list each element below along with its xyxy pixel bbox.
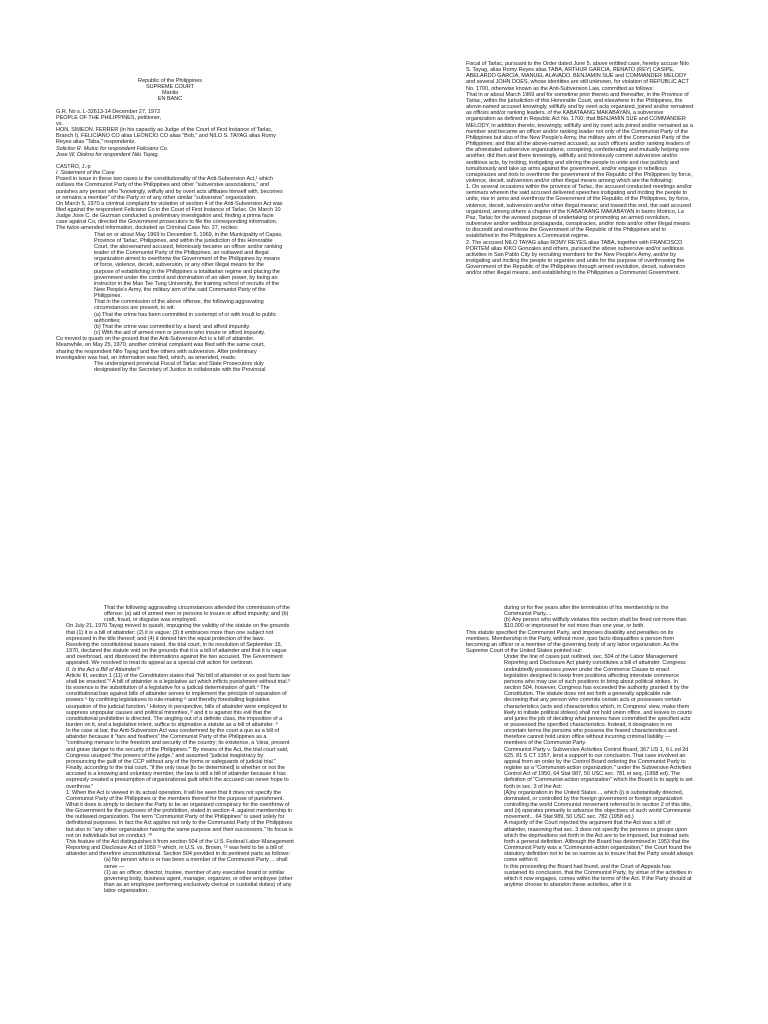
- header-line: SUPREME COURT: [146, 84, 194, 91]
- paragraph: On July 21, 1970 Tayag moved to quash, impugning the validity of the statute on the grounds that (1) it is a bill of attainder; (2) it is vague; (3) it embraces more than one subject not expressed in the title thereof; and (4) it denied him the equal protection of the laws.: [66, 623, 290, 642]
- page1-right-column: [466, 61, 694, 276]
- paragraph: This feature of the Act distinguishes it from section 504 of the U.S. Federal Labor-Management Reporting and Disclosure Act of 1959 ¹¹ which, in U.S. vs. Brown, ¹² was held to be a bill of attainder and therefore unconstitutional. Section 504 provided in its pertinent parts as follows:: [66, 838, 294, 858]
- paragraph: A majority of the Court rejected the argument that the Act was a bill of attainder, reasoning that sec. 3 does not specify the persons or groups upon which the deprivations set forth in the Act are to be imposed, but instead sets forth a general definition. Although the Board has determined in 1953 that the Communist Party was a "Communist-action organization," the Court found the statutory definition not to be so narrow as to insure that the Party would always come within it:: [504, 820, 694, 864]
- paragraph: That the following aggravating circumstances attended the commission of the offense: (a) aid of armed men or persons to insure or afford impunity; and (b) craft, fraud, or disguise was employed.: [104, 605, 290, 624]
- paragraph: Under the line of cases just outlined, sec. 504 of the Labor Management Reporting and Disclosure Act plainly constitutes a bill of attainder. Congress undoubtedly possesses power under the Commerce Clause to enact legislation designed to keep from positions affecting interstate commerce persons who may use of such positions to bring about political strikes. In section 504, however, Congress has exceeded the authority granted it by the Constitution. The statute does not set forth a generally applicable rule decreeing that any person who commits certain acts or possesses certain characteristics (acts and characteristics which, in Congress' view, make them likely to initiate political strikes) shall not hold union office, and leaves to courts and juries the job of deciding what persons have committed the specified acts or possessed the specified characteristics. Instead, it designates in no uncertain terms the persons who possess the feared characteristics and therefore cannot hold union office without incurring criminal liability — members of the Communist Party.: [504, 654, 692, 747]
- header-line: EN BANC: [157, 96, 183, 103]
- paragraph: 1. On several occasions within the province of Tarlac, the accused conducted meetings and/or seminars wherein the said accused delivered speeches instigating and inciting the people to unite, rise in arms and overthrow the Government of the Republic of the Philippines, by force, violence, deceit, subversion and/or other illegal means; and toward this end, the said accused organized, among others a chapter of the KABATAANG MAKABAYAN in barrio Motrico, La Paz, Tarlac for the avowed purpose of undertaking or promoting an armed revolution, subversive and/or seditious propaganda, conspiracies, and/or riots and/or other illegal means to discredit and overthrow the Government of the Republic of the Philippines and to established in the Philippines a Communist regime.: [466, 184, 692, 240]
- header-line: Republic of the Philippines: [137, 78, 203, 84]
- paragraph: I. Statement of the Case: [56, 170, 115, 177]
- paragraph: In this proceeding the Board had found, and the Court of Appeals has sustained its conclusion, that the Communist Party, by virtue of the activities in which it now engages, comes within the terms of the Act. If the Party should at anytime choose to abandon these activities, after it is: [504, 863, 692, 889]
- court-header: [56, 78, 284, 103]
- case-number: G.R. No s. L-32613-14 December 27, 1972: [56, 108, 161, 115]
- paragraph: 2. The accused NILO TAYAG alias ROMY REYES alias TABA, together with FRANCISCO PORTEM alias KIKO Gonzales and others, pursued the above subversive and/or seditious activities in San Pablo City by recruiting members for the New People's Army, and/or by instigating and inciting the people to organize and unite for the purpose of overthrowing the Government of the Republic of the Philippines through armed revolution, deceit, subversion and/or other illegal means, and establishing in the Philippines a Communist Government.: [466, 239, 686, 277]
- paragraph: This statute specified the Communist Party, and imposes disability and penalties on its members. Membership in the Party, without more, ipso facto disqualifies a person from becoming an officer or a member of the governing body of any labor organization. As the Supreme Court of the United States pointed out:: [466, 629, 679, 655]
- paragraph: In the case at bar, the Anti-Subversion Act was condemned by the court a quo as a bill of attainder because it "tars and feathers" the Communist Party of the Philippines as a "continuing menace to the freedom and security of the country; its existence, a 'clear, present and grave danger to the security of the Philippines.'" By means of the Act, the trial court said, Congress usurped "the powers of the judge," and assumed "judicial magistracy by pronouncing the guilt of the CCP without any of the forms or safeguards of judicial trial." Finally, according to the trial court, "if the only issue [to be determined] is whether or not the accused is a knowing and voluntary member, the law is still a bill of attainder because it has expressly created a presumption of organizational guilt which the accused can never hope to overthrow.": [66, 728, 290, 790]
- paragraph: That on or about May 1969 to December 5, 1969, in the Municipality of Capas, Province of Tarlac, Philippines, and within the jurisdiction of this Honorable Court, the abovenamed accused, feloniously became an officer and/or ranking leader of the Communist Party of the Philippines, an outlawed and illegal organization aimed to overthrow the Government of the Philippines by means of force, violence, deceit, subversion, or any other illegal means for the purpose of establishing in the Philippines a totalitarian regime and placing the government under the control and domination of an alien power, by being an instructor in the Mao Tse Tung University, the training school of recruits of the New People's Army, the military arm of the said Communist Party of the Philippines.: [94, 231, 283, 300]
- paragraph: Posed in issue in these two cases is the constitutionality of the Anti-Subversion Act,¹ which outlaws the Communist Party of the Philippines and other "subversive associations," and punishes any person who "knowingly, wilfully and by overt acts affiliates himself with, becomes or remains a member" of the Party or of any other similar "subversive" organization.: [56, 176, 283, 201]
- paragraph: That in the commission of the above offense, the following aggravating circumstances are present, to wit:: [94, 299, 264, 312]
- page1-left-column: [56, 78, 284, 373]
- paragraph: Fiscal of Tarlac, pursuant to the Order dated June 5, above entitled case, hereby accuse Nilo S. Tayag, alias Romy Reyes alias TABA, ARTHUR GARCIA, RENATO (REY) CASIPE, ABELARDO GARCIA, MANUEL ALAVADO, BENJAMIN SUE and COMMANDER MELODY and several JOHN DOES, whose identities are still unknown, for violation of REPUBLIC ACT No. 1700, otherwise known as the Anti-Subversion Law, committed as follows:: [466, 61, 689, 92]
- paragraph: That in or about March 1969 and for sometime prior thereto and thereafter, in the Province of Tarlac, within the jurisdiction of this Honorable Court, and elsewhere in the Philippines, the above-named accused knowingly, willfully and by overt acts organized, joined and/or remained as offices and/or ranking leaders, of the KABATAANG MAKABAYAN, a subversive organization as defined in Republic Act No. 1700; that BENJAMIN SUE and COMMANDER MELODY, in addition thereto, knowingly, willfully and by overt acts joined and/or remained as a member and became an officer and/or ranking leader not only of the Communist Party of the Philippines but also of the New People's Army, the military arm of the Communist Party of the Philippines; and that all the above-named accused, as such officers and/or ranking leaders of the aforestated subversive organizations, conspiring, confederating and mutually helping one another, did then and there knowingly, willfully and feloniously commit subversive and/or seditious acts, by inciting, instigating and stirring the people to unite and rise publicly and tumultuously and take up arms against the government, and/or engage in rebellious conspiracies and riots to overthrow the government of the Republic of the Philippines by force, violence, deceit, subversion and/or other illegal means among which are the following:: [466, 91, 694, 184]
- paragraph: Communist Party v. Subversive Activities Control Board, 367 US 1, 6 L ed 2d 625, 81 S CT 1357, lend a support to our conclusion. That case involved an appeal from an order by the Control Board ordering the Communist Party to register as a "Communist-action organization," under the Subversive Activities Control Act of 1950, 64 Stat 987, 50 USC sec. 781 et seq. (1958 ed). The definition of "Communist-action organization" which the Board is to apply is set forth in sec. 3 of the Act:: [504, 746, 693, 790]
- paragraph: The undersigned provincial Fiscal of Tarlac and State Prosecutors duly designated by the Secretary of Justice to collaborate with the Provincial: [94, 360, 266, 374]
- paragraph: [A]ny organization in the United States ... which (i) is substantially directed, dominated, or controlled by the foreign government or foreign organization controlling the world Communist movement referred to in section 2 of this title, and (ii) operates primarily to advance the objectives of such world Communist movement... 64 Stat 989, 50 USC sec. 782 (1958 ed.): [504, 789, 692, 821]
- header-line: Manila: [161, 90, 179, 97]
- page2-left-column: [66, 605, 294, 894]
- paragraph: Resolving the constitutional issues raised, the trial court, in its resolution of September 15, 1970, declared the statute void on the grounds that it is a bill of attainder and that it is vague and overbroad, and dismissed the informations against the two accused. The Government appealed. We resolved to treat its appeal as a special civil action for certiorari.: [66, 641, 287, 667]
- paragraph: Co moved to quash on the ground that the Anti-Subversion Act is a bill of attainder.: [56, 336, 255, 343]
- document-page-2: [0, 512, 768, 1024]
- paragraph: (b) Any person who willfully violates this section shall be fined not more than $10,000 or imprisoned for not more than one year, or both.: [504, 617, 687, 630]
- paragraph: II. Is the Act a Bill of Attainder?: [66, 666, 140, 673]
- page2-right-column: [466, 605, 694, 888]
- paragraph: (a) That the crime has been committed in contempt of or with insult to public authorities; (b) That the crime was committed by a band; and afford impunity. (c) With the aid of armed men or persons who insure or afford impunity.: [94, 311, 277, 337]
- case-counsel: Solicitor R. Mutuc for respondent Feliciano Co. Jose W. Diokno for respondent Nilo Tayag.: [56, 145, 169, 158]
- paragraph: Article III, section 1 (11) of the Constitution states that "No bill of attainder or ex post facto law shall be enacted."² A bill of attainder is a legislative act which inflicts punishment without trial.³ Its essence is the substitution of a legislative for a judicial determination of guilt.⁴ The constitutional ban against bills of attainder serves to implement the principle of separation of powers ⁵ by confining legislatures to rule-making ⁶ and thereby forestalling legislative usurpation of the judicial function.⁷ History in perspective, bills of attainder were employed to suppress unpopular causes and political minorities, ⁸ and it is against this evil that the constitutional prohibition is directed. The singling out of a definite class, the imposition of a burden on it, and a legislative intent, suffice to stigmatize a statute as a bill of attainder. ⁹: [66, 672, 290, 728]
- paragraph: CASTRO, J.:p: [56, 163, 91, 170]
- paragraph: Meanwhile, on May 25, 1970, another criminal complaint was filed with the same court, sharing the respondent Nilo Tayag and five others with subversion. After preliminary investigation was had, an information was filed, which, as amended, reads:: [56, 342, 265, 361]
- paragraph: 1. When the Act is viewed in its actual operation, it will be seen that it does not specify the Communist Party of the Philippines or the members thereof for the purpose of punishment. What it does is simply to declare the Party to be an organized conspiracy for the overthrow of the Government for the purposes of the prohibition, stated in section 4, against membership in the outlawed organization. The term "Communist Party of the Philippines" is used solely for definitional purposes. In fact the Act applies not only to the Communist Party of the Philippines but also to "any other organization having the same purpose and their successors." Its focus is not on individuals but on conduct. ¹⁰: [66, 789, 293, 839]
- paragraph: On March 5, 1970 a criminal complaint for violation of section 4 of the Anti-Subversion Act was filed against the respondent Feliciano Co in the Court of First Instance of Tarlac. On March 10 Judge Jose C. de Guzman conducted a preliminary investigation and, finding a prima facie case against Co, directed the Government prosecutors to file the corresponding information. The twice-amended information, docketed as Criminal Case No. 27, recites:: [56, 200, 283, 232]
- paragraph: during or for five years after the termination of his membership in the Communist Party....: [504, 605, 669, 618]
- paragraph: (a) No person who is or has been a member of the Communist Party ... shall serve — (1) as an officer, director, trustee, member of any executive board or similar governing body, business agent, manager, organizer, or other employee (other than as an employee performing exclusively clerical or custodial duties) of any labor organization.: [104, 857, 293, 895]
- case-parties: PEOPLE OF THE PHILIPPINES, petitioner, vs. HON. SIMEON. FERRER (in his capacity as Judge of the Court of First Instance of Tarlac, Branch I), FELICIANO CO alias LEONCIO CO alias "Bob," and NILO S. TAYAG alias Romy Reyes alias "Taba," respondents.: [56, 114, 276, 146]
